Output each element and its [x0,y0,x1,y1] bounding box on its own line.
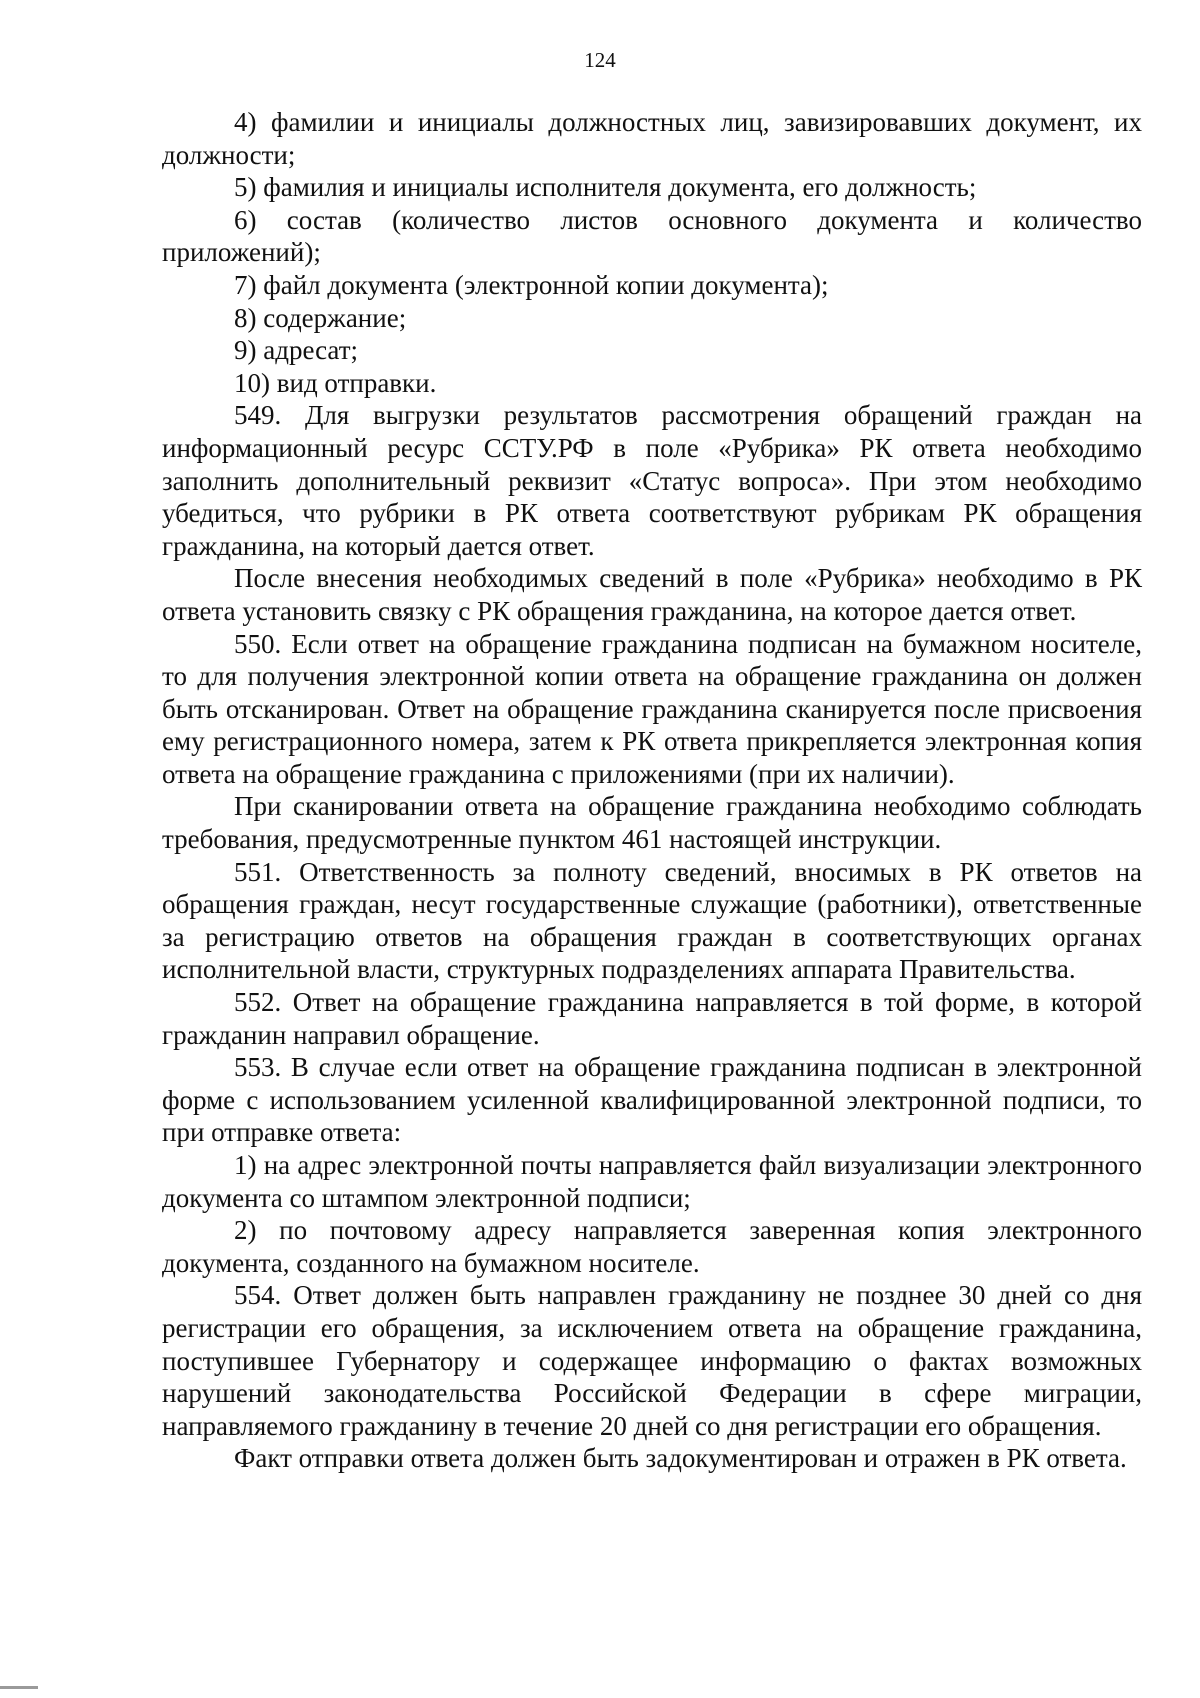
paragraph-item-5: 5) фамилия и инициалы исполнителя документа, его должность; [234,172,977,203]
document-body [162,106,1142,1475]
paragraph-550-continued: При сканировании ответа на обращение гражданина необходимо соблюдать требования, предусмотренные пунктом 461 настоящей инструкции. [162,791,1142,855]
page-number: 124 [584,48,616,72]
paragraph-553-item-2: 2) по почтовому адресу направляется заверенная копия электронного документа, созданного на бумажном носителе. [162,1215,1142,1278]
paragraph-549: 549. Для выгрузки результатов рассмотрения обращений граждан на информационный ресурс ССТУ.РФ в поле «Рубрика» РК ответа необходимо заполнить дополнительный реквизит «Статус вопроса». При этом необходимо убедиться, что рубрики в РК ответа соответствуют рубрикам РК обращения гражданина, на который дается ответ. [162,400,1142,561]
paragraph-551: 551. Ответственность за полноту сведений, вносимых в РК ответов на обращения граждан, несут государственные служащие (работники), ответственные за регистрацию ответов на обращения граждан в соответствующих органах исполнительной власти, структурных подразделениях аппарата Правительства. [162,856,1142,985]
paragraph-item-6: 6) состав (количество листов основного документа и количество приложений); [162,204,1142,268]
paragraph-550: 550. Если ответ на обращение гражданина подписан на бумажном носителе, то для получения электронной копии ответа на обращение гражданина он должен быть отсканирован. Ответ на обращение гражданина сканируется после присвоения ему регистрационного номера, затем к РК ответа прикрепляется электронная копия ответа на обращение гражданина с приложениями (при их наличии). [162,628,1142,789]
scan-edge-mark [0,1686,38,1689]
paragraph-item-8: 8) содержание; [234,302,407,333]
paragraph-553: 553. В случае если ответ на обращение гражданина подписан в электронной форме с использованием усиленной квалифицированной электронной подписи, то при отправке ответа: [162,1052,1142,1148]
paragraph-554: 554. Ответ должен быть направлен гражданину не позднее 30 дней со дня регистрации его обращения, за исключением ответа на обращение гражданина, поступившее Губернатору и содержащее информацию о фактах возможных нарушений законодательства Российской Федерации в сфере миграции, направляемого гражданину в течение 20 дней со дня регистрации его обращения. [162,1280,1142,1441]
paragraph-item-4: 4) фамилии и инициалы должностных лиц, завизировавших документ, их должности; [162,107,1142,170]
paragraph-553-item-1: 1) на адрес электронной почты направляется файл визуализации электронного документа со штампом электронной подписи; [162,1150,1142,1213]
paragraph-item-7: 7) файл документа (электронной копии документа); [234,269,829,300]
paragraph-552: 552. Ответ на обращение гражданина направляется в той форме, в которой гражданин направил обращение. [162,987,1142,1050]
paragraph-554-continued: Факт отправки ответа должен быть задокументирован и отражен в РК ответа. [234,1443,1127,1474]
paragraph-item-9: 9) адресат; [234,335,359,366]
paragraph-item-10: 10) вид отправки. [234,367,437,398]
paragraph-549-continued: После внесения необходимых сведений в поле «Рубрика» необходимо в РК ответа установить связку с РК обращения гражданина, на которое дается ответ. [162,563,1142,626]
